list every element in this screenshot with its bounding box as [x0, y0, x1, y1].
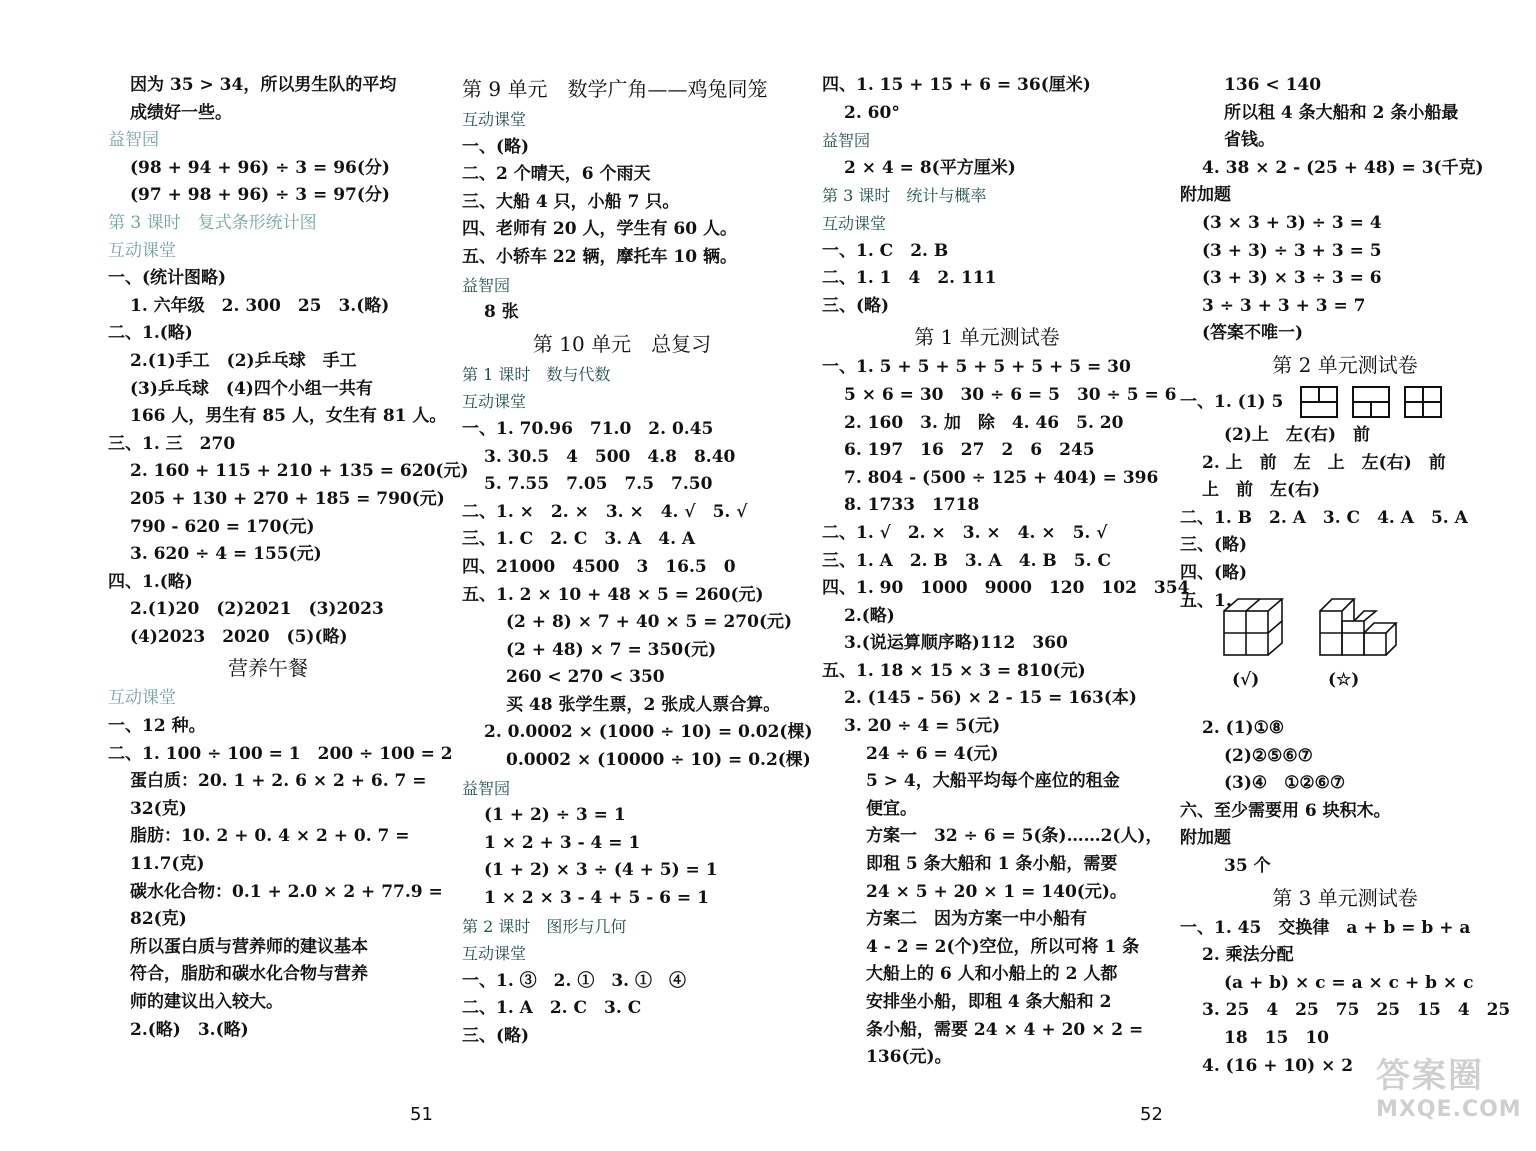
text-line: 2. 60°: [844, 102, 900, 123]
text-line: 8. 1733 1718: [844, 495, 980, 516]
text-line: 二、1.(略): [108, 323, 193, 344]
text-line: 3. 20 ÷ 4 = 5(元): [844, 716, 1001, 737]
text-line: 即租 5 条大船和 1 条小船，需要: [866, 854, 1118, 875]
text-line: 便宜。: [866, 798, 917, 819]
text-line: (4)2023 2020 (5)(略): [130, 626, 348, 647]
text-line: 营养午餐: [228, 656, 308, 681]
text-line: 安排坐小船，即租 4 条大船和 2: [866, 992, 1112, 1012]
text-line: 买 48 张学生票，2 张成人票合算。: [506, 694, 781, 715]
text-line: (答案不唯一): [1202, 323, 1304, 344]
text-line: (2 + 8) × 7 + 40 × 5 = 270(元): [506, 612, 793, 633]
text-line: 互动课堂: [462, 944, 527, 964]
text-line: 益智园: [822, 131, 871, 151]
text-line: 第 2 单元测试卷: [1272, 352, 1418, 377]
text-line: 互动课堂: [462, 110, 527, 129]
text-line: (98 + 94 + 96) ÷ 3 = 96(分): [130, 157, 390, 178]
text-line: 第 3 课时 复式条形统计图: [108, 212, 317, 233]
unit2-q1-text: 一、1. (1) 5: [1180, 391, 1284, 412]
text-line: 3. 25 4 25 75 25 15 4 25: [1202, 1000, 1511, 1021]
unit2-extra-answer: 35 个: [1224, 856, 1271, 877]
text-line: (3 + 3) ÷ 3 + 3 = 5: [1202, 240, 1382, 261]
text-line: 第 1 课时 数与代数: [462, 364, 611, 384]
text-line: 一、1. 5 + 5 + 5 + 5 + 5 + 5 = 30: [822, 357, 1131, 378]
text-line: 第 1 单元测试卷: [914, 325, 1060, 350]
text-line: 136 < 140: [1224, 75, 1322, 95]
grid-figure-1: [1301, 387, 1337, 417]
column-1: [108, 72, 469, 1044]
text-line: 第 10 单元 总复习: [532, 331, 712, 356]
text-line: 2. 乘法分配: [1202, 945, 1294, 966]
text-line: 四、1. 90 1000 9000 120 102 354: [822, 578, 1190, 599]
column-3: [822, 72, 1190, 1072]
unit2-q1-line2: (2)上 左(右) 前: [1224, 424, 1371, 445]
text-line: 32(克): [130, 798, 187, 819]
text-line: 二、2 个晴天，6 个雨天: [462, 164, 651, 185]
text-line: 一、12 种。: [108, 716, 206, 737]
unit-2-test: [1180, 382, 1510, 881]
text-line: 蛋白质：20. 1 + 2. 6 × 2 + 6. 7 =: [130, 771, 427, 792]
text-line: 互动课堂: [108, 240, 176, 261]
text-line: 益智园: [462, 275, 511, 295]
text-line: 四、21000 4500 3 16.5 0: [462, 556, 736, 577]
text-line: 所以租 4 条大船和 2 条小船最: [1224, 102, 1459, 123]
text-line: 三、(略): [822, 295, 890, 316]
text-line: 三、1. C 2. C 3. A 4. A: [462, 529, 696, 550]
text-line: 互动课堂: [108, 688, 176, 709]
square-grid-figures: [1299, 385, 1459, 419]
text-line: 二、1. × 2. × 3. × 4. √ 5. √: [462, 501, 748, 522]
unit2-q1-line4: 上 前 左(右): [1202, 480, 1321, 501]
text-line: 脂肪：10. 2 + 0. 4 × 2 + 0. 7 =: [130, 826, 410, 847]
text-line: 82(克): [130, 909, 187, 930]
cube-stack-b: [1320, 599, 1396, 655]
column-4: [1180, 72, 1510, 1080]
text-line: 一、1. 70.96 71.0 2. 0.45: [462, 418, 714, 439]
text-line: 6. 197 16 27 2 6 245: [844, 440, 1095, 461]
unit2-q5-2a: 2. (1)①⑧: [1202, 718, 1285, 739]
text-line: (2 + 48) × 7 = 350(元): [506, 639, 717, 660]
text-line: 四、1.(略): [108, 571, 193, 592]
unit2-q3: 三、(略): [1180, 535, 1248, 556]
text-line: 所以蛋白质与营养师的建议基本: [130, 936, 368, 957]
text-line: 3. 620 ÷ 4 = 155(元): [130, 544, 322, 565]
text-line: 4. (16 + 10) × 2: [1202, 1055, 1354, 1076]
unit2-q5-2c: (3)④ ①②⑥⑦: [1224, 773, 1346, 794]
cube-figures: [1180, 615, 1510, 715]
text-line: 第 2 课时 图形与几何: [462, 916, 627, 936]
text-line: 碳水化合物：0.1 + 2.0 × 2 + 77.9 =: [130, 881, 443, 902]
unit2-q4: 四、(略): [1180, 562, 1248, 583]
cube-mark-a: (√): [1232, 670, 1260, 691]
text-line: 成绩好一些。: [130, 102, 232, 123]
text-line: 方案一 32 ÷ 6 = 5(条)……2(人)，: [866, 826, 1163, 847]
text-line: 205 + 130 + 270 + 185 = 790(元): [130, 488, 445, 509]
text-line: 三、大船 4 只，小船 7 只。: [462, 191, 680, 212]
text-line: 因为 35 > 34，所以男生队的平均: [130, 75, 397, 95]
text-line: 第 9 单元 数学广角——鸡兔同笼: [462, 77, 768, 101]
text-line: 大船上的 6 人和小船上的 2 人都: [866, 964, 1118, 985]
text-line: 附加题: [1180, 185, 1231, 206]
text-line: 四、老师有 20 人，学生有 60 人。: [462, 219, 737, 240]
text-line: (a + b) × c = a × c + b × c: [1224, 972, 1474, 993]
text-line: 166 人，男生有 85 人，女生有 81 人。: [130, 406, 447, 427]
watermark-logo: [1376, 1048, 1526, 1144]
unit2-q1-line3: 2. 上 前 左 上 左(右) 前: [1202, 452, 1446, 473]
text-line: (3 × 3 + 3) ÷ 3 = 4: [1202, 212, 1382, 233]
grid-figure-2: [1353, 387, 1389, 417]
text-line: 益智园: [108, 130, 159, 151]
text-line: 方案二 因为方案一中小船有: [866, 909, 1087, 930]
text-line: 7. 804 - (500 ÷ 125 + 404) = 396: [844, 467, 1159, 488]
text-line: 五、1. 18 × 15 × 3 = 810(元): [822, 660, 1086, 681]
text-line: 3. 30.5 4 500 4.8 8.40: [484, 446, 736, 467]
text-line: 一、(统计图略): [108, 268, 227, 289]
text-line: 1 × 2 × 3 - 4 + 5 - 6 = 1: [484, 888, 709, 909]
column-2: [462, 72, 813, 1051]
text-line: 8 张: [484, 302, 519, 323]
text-line: (1 + 2) × 3 ÷ (4 + 5) = 1: [484, 860, 718, 881]
watermark-line2: MXQE.COM: [1376, 1097, 1522, 1122]
text-line: 5 > 4，大船平均每个座位的租金: [866, 771, 1120, 792]
text-line: 条小船，需要 24 × 4 + 20 × 2 =: [866, 1019, 1144, 1040]
text-line: 2 × 4 = 8(平方厘米): [844, 157, 1016, 178]
text-line: 省钱。: [1224, 130, 1275, 151]
text-line: 5 × 6 = 30 30 ÷ 6 = 5 30 ÷ 5 = 6: [844, 384, 1177, 405]
text-line: 4 - 2 = 2(个)空位，所以可将 1 条: [866, 936, 1140, 957]
unit2-q5: 五、1.: [1180, 590, 1232, 611]
text-line: 790 - 620 = 170(元): [130, 516, 315, 537]
text-line: 11.7(克): [130, 854, 205, 875]
text-line: 2. 0.0002 × (1000 ÷ 10) = 0.02(棵): [484, 722, 813, 743]
text-line: 第 3 课时 统计与概率: [822, 186, 987, 206]
text-line: 一、1. 45 交换律 a + b = b + a: [1180, 917, 1471, 938]
unit2-q6: 六、至少需要用 6 块积木。: [1180, 800, 1391, 821]
unit2-q2: 二、1. B 2. A 3. C 4. A 5. A: [1180, 507, 1468, 528]
unit2-q1-line1: [1180, 382, 1510, 422]
text-line: 师的建议出入较大。: [130, 992, 283, 1012]
watermark-line1: 答案圈: [1376, 1056, 1484, 1096]
text-line: 5. 7.55 7.05 7.5 7.50: [484, 474, 713, 495]
text-line: 1. 六年级 2. 300 25 3.(略): [130, 295, 390, 316]
text-line: 136(元)。: [866, 1047, 952, 1068]
text-line: 四、1. 15 + 15 + 6 = 36(厘米): [822, 75, 1091, 95]
text-line: 第 3 单元测试卷: [1272, 885, 1418, 910]
unit2-q5-2b: (2)②⑤⑥⑦: [1224, 745, 1313, 766]
page-number-right: 52: [1140, 1104, 1163, 1125]
text-line: (3 + 3) × 3 ÷ 3 = 6: [1202, 268, 1382, 289]
text-line: 一、(略): [462, 136, 530, 157]
text-line: 2. 160 3. 加 除 4. 46 5. 20: [844, 412, 1124, 433]
text-line: 0.0002 × (10000 ÷ 10) = 0.2(棵): [506, 750, 811, 771]
text-line: (1 + 2) ÷ 3 = 1: [484, 805, 626, 826]
cube-stack-a: [1224, 599, 1282, 655]
text-line: 260 < 270 < 350: [506, 667, 665, 688]
cube-mark-b: (☆): [1328, 670, 1360, 691]
text-line: 2.(1)20 (2)2021 (3)2023: [130, 599, 384, 620]
text-line: 二、1. 1 4 2. 111: [822, 268, 997, 289]
page-number-left: 51: [410, 1104, 433, 1125]
text-line: 二、1. 100 ÷ 100 = 1 200 ÷ 100 = 2: [108, 743, 453, 764]
text-line: 益智园: [462, 778, 511, 798]
text-line: (3)乒乓球 (4)四个小组一共有: [130, 378, 373, 399]
text-line: 二、1. A 2. C 3. C: [462, 998, 642, 1019]
text-line: 4. 38 × 2 - (25 + 48) = 3(千克): [1202, 157, 1484, 178]
text-line: 符合，脂肪和碳水化合物与营养: [130, 964, 368, 985]
text-line: 1 × 2 + 3 - 4 = 1: [484, 832, 641, 853]
text-line: 3.(说运算顺序略)112 360: [844, 633, 1068, 654]
text-line: 3 ÷ 3 + 3 + 3 = 7: [1202, 295, 1366, 316]
text-line: 18 15 10: [1224, 1028, 1329, 1049]
text-line: 五、小轿车 22 辆，摩托车 10 辆。: [462, 246, 737, 267]
text-line: 2.(略) 3.(略): [130, 1019, 249, 1040]
text-line: 五、1. 2 × 10 + 48 × 5 = 260(元): [462, 584, 764, 605]
text-line: 24 × 5 + 20 × 1 = 140(元)。: [866, 881, 1127, 902]
text-line: 2.(略): [844, 605, 895, 626]
cube-stack-figures: [1220, 591, 1400, 667]
text-line: 三、(略): [462, 1026, 530, 1046]
text-line: 互动课堂: [822, 213, 887, 233]
text-line: 2.(1)手工 (2)乒乓球 手工: [130, 350, 357, 371]
text-line: 二、1. √ 2. × 3. × 4. × 5. √: [822, 522, 1108, 543]
text-line: 三、1. 三 270: [108, 433, 236, 454]
unit2-extra-title: 附加题: [1180, 828, 1231, 849]
text-line: 三、1. A 2. B 3. A 4. B 5. C: [822, 550, 1111, 571]
text-line: 互动课堂: [462, 392, 527, 412]
text-line: 24 ÷ 6 = 4(元): [866, 743, 999, 764]
text-line: 2. (145 - 56) × 2 - 15 = 163(本): [844, 688, 1137, 709]
text-line: 一、1. C 2. B: [822, 240, 949, 261]
column-4-top: [1180, 72, 1510, 382]
text-line: 一、1. ③ 2. ① 3. ① ④: [462, 970, 686, 991]
text-line: (97 + 98 + 96) ÷ 3 = 97(分): [130, 185, 390, 206]
text-line: 2. 160 + 115 + 210 + 135 = 620(元): [130, 461, 469, 482]
grid-figure-3: [1405, 387, 1441, 417]
